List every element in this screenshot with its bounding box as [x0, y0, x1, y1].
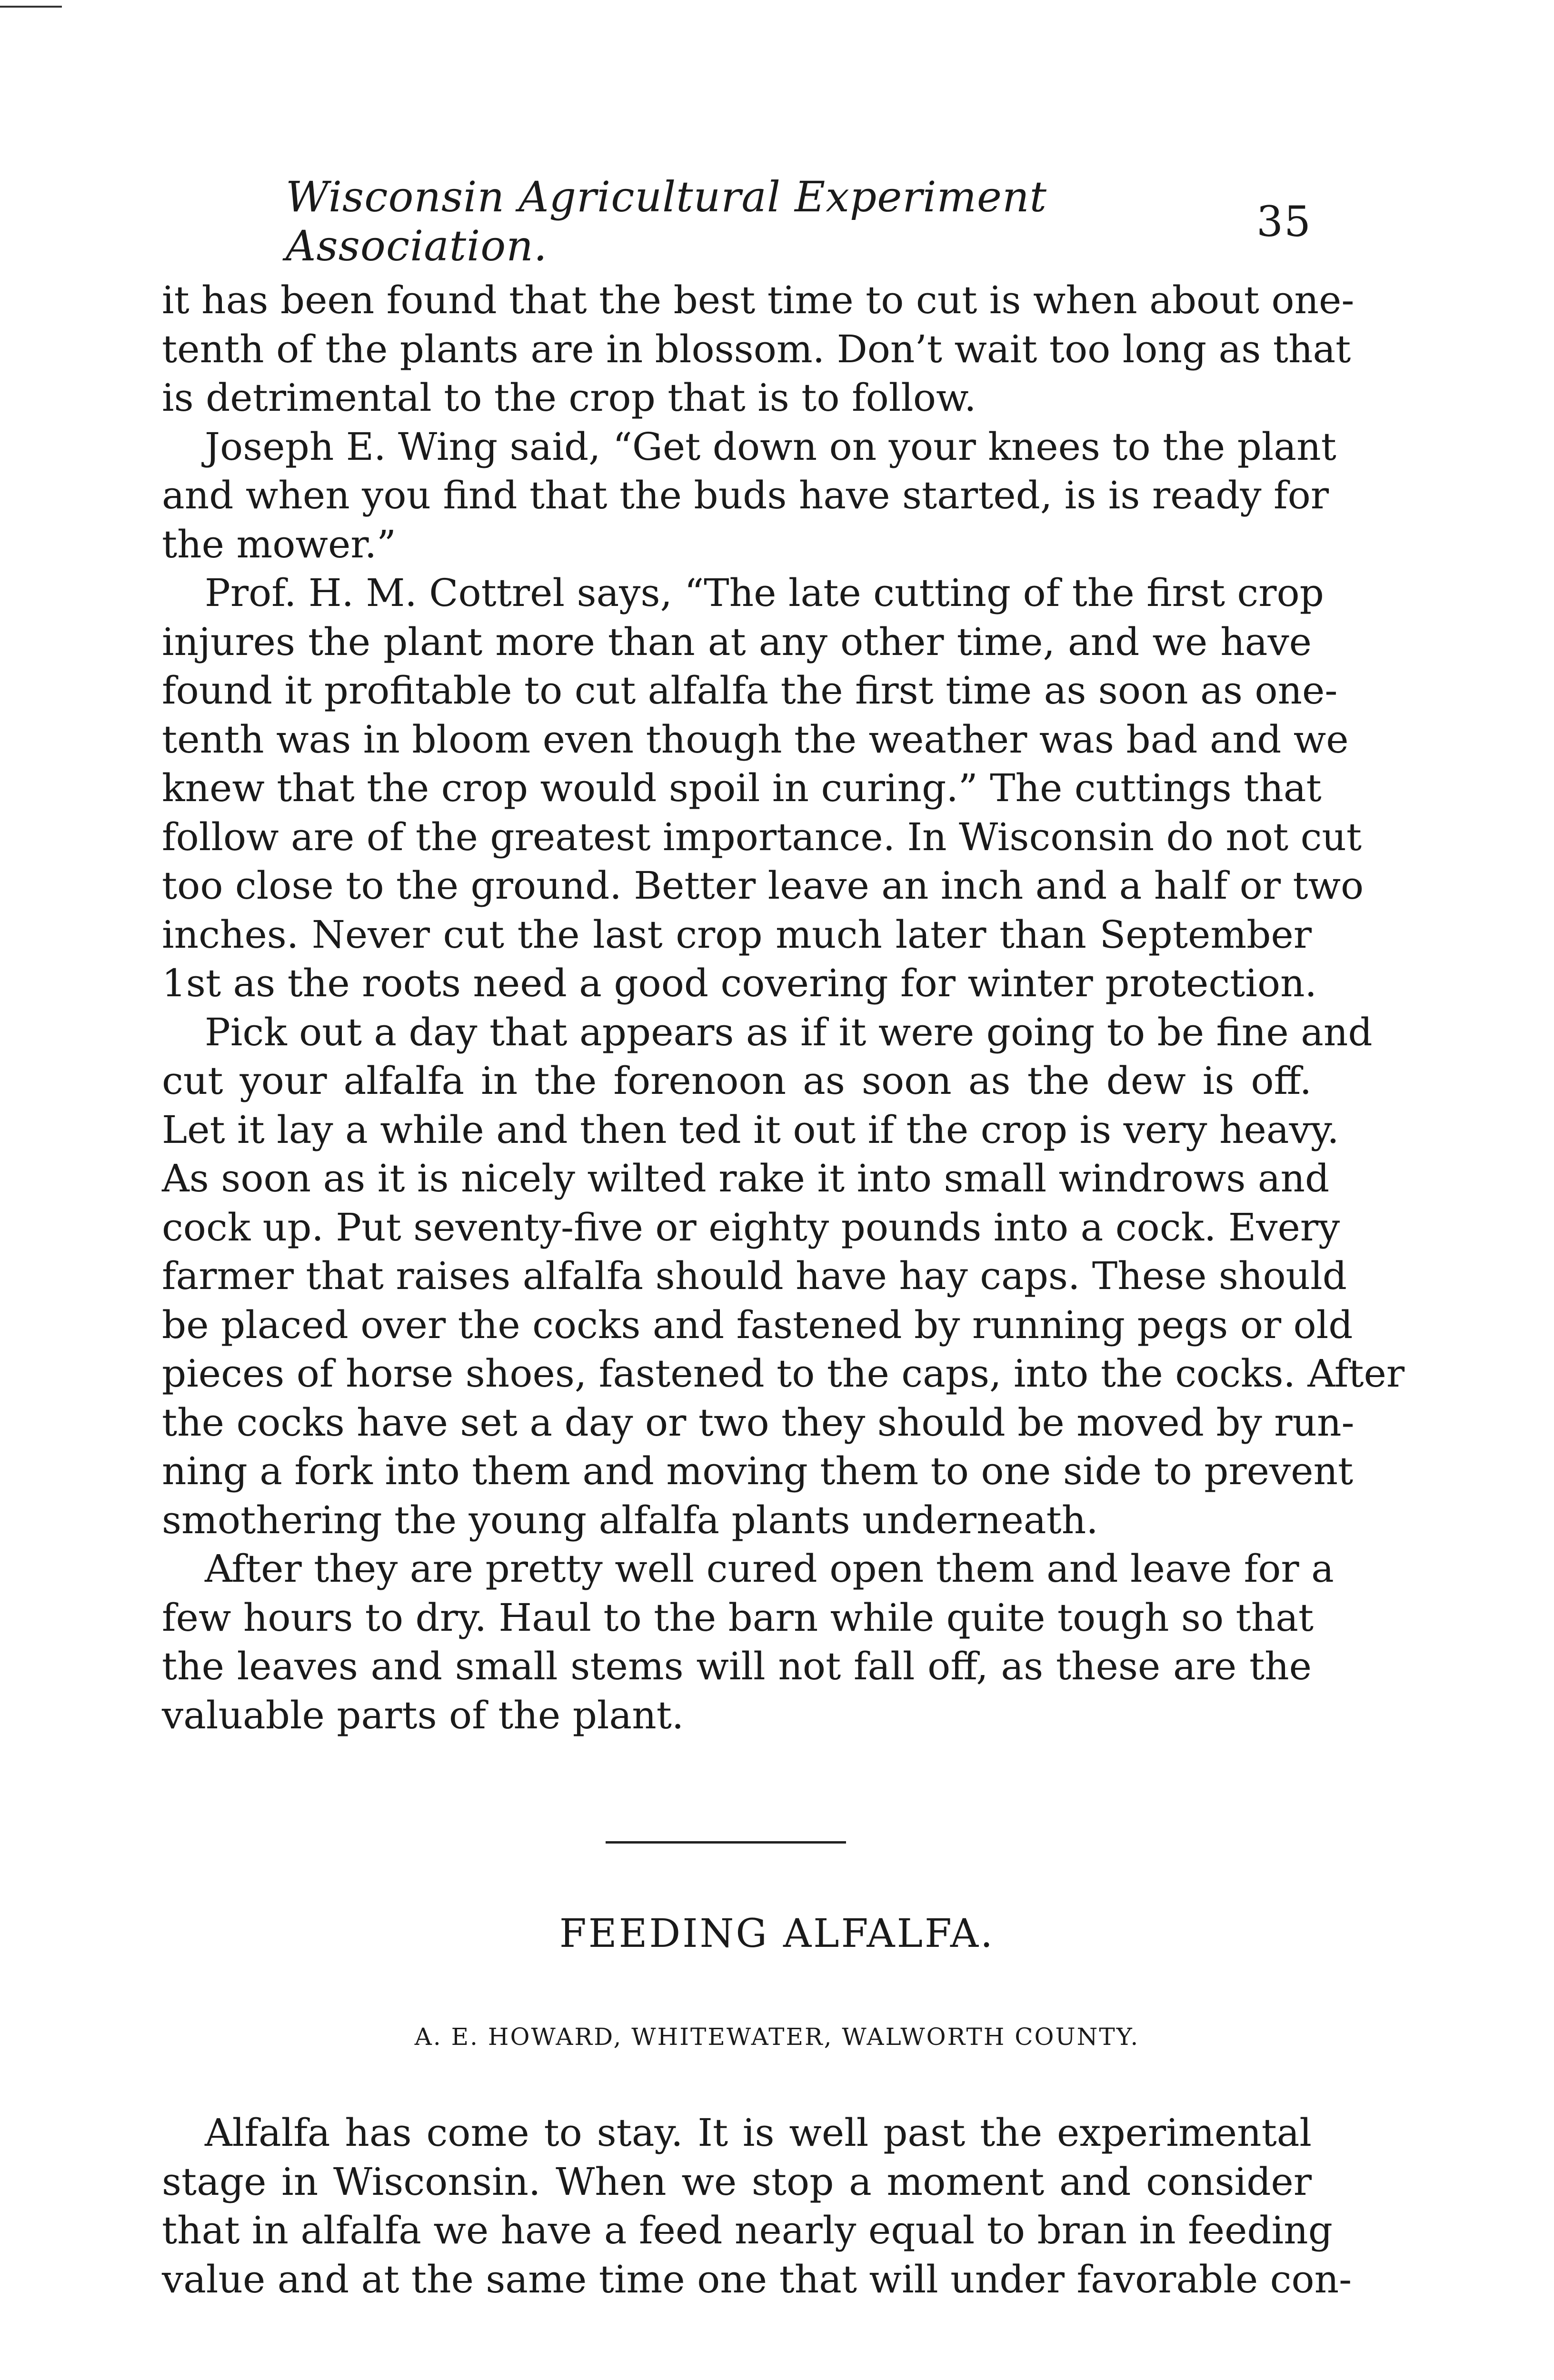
- text-line: few hours to dry. Haul to the barn while quite tough so that: [162, 1595, 1314, 1640]
- paragraph: [162, 423, 1336, 569]
- text-line: smothering the young alfalfa plants underneath.: [162, 1497, 1098, 1542]
- text-line: pieces of horse shoes, fastened to the caps, into the cocks. After: [162, 1351, 1405, 1396]
- text-line: it has been found that the best time to cut is when about one-: [162, 278, 1355, 322]
- author-byline: A. E. HOWARD, WHITEWATER, WALWORTH COUNTY.: [414, 2023, 1140, 2051]
- text-line: too close to the ground. Better leave an inch and a half or two: [162, 863, 1364, 908]
- text-line: tenth of the plants are in blossom. Don’t wait too long as that: [162, 327, 1351, 371]
- paragraph: [162, 569, 1364, 1008]
- text-line: After they are pretty well cured open them and leave for a: [205, 1547, 1334, 1591]
- text-line: stage in Wisconsin. When we stop a moment and consider: [162, 2159, 1312, 2204]
- text-line: follow are of the greatest importance. In Wisconsin do not cut: [162, 814, 1362, 859]
- text-line: knew that the crop would spoil in curing.” The cuttings that: [162, 766, 1322, 810]
- text-line: Alfalfa has come to stay. It is well past the experimental: [205, 2111, 1312, 2155]
- text-line: and when you find that the buds have started, is is ready for: [162, 473, 1329, 517]
- page-number: 35: [1256, 197, 1312, 246]
- section-divider: [606, 1841, 846, 1844]
- text-line: tenth was in bloom even though the weather was bad and we: [162, 717, 1349, 762]
- text-line: As soon as it is nicely wilted rake it into small windrows and: [162, 1156, 1330, 1200]
- section-title: FEEDING ALFALFA.: [559, 1911, 995, 1956]
- text-line: ning a fork into them and moving them to one side to prevent: [162, 1449, 1354, 1493]
- text-line: Joseph E. Wing said, “Get down on your knees to the plant: [205, 424, 1336, 469]
- paragraph: [162, 1545, 1334, 1740]
- text-line: 1st as the roots need a good covering for winter protection.: [162, 961, 1317, 1005]
- text-line: value and at the same time one that will under favorable con-: [162, 2257, 1352, 2301]
- text-line: the leaves and small stems will not fall off, as these are the: [162, 1644, 1312, 1688]
- text-line: cock up. Put seventy-five or eighty pounds into a cock. Every: [162, 1205, 1340, 1250]
- text-line: be placed over the cocks and fastened by running pegs or old: [162, 1302, 1353, 1347]
- paragraph: [162, 1008, 1405, 1545]
- text-line: injures the plant more than at any other time, and we have: [162, 619, 1312, 664]
- section-body: [162, 2109, 1352, 2304]
- text-line: that in alfalfa we have a feed nearly equal to bran in feeding: [162, 2208, 1333, 2252]
- corner-rule: [0, 6, 62, 8]
- text-line: farmer that raises alfalfa should have hay caps. These should: [162, 1254, 1347, 1298]
- text-line: is detrimental to the crop that is to follow.: [162, 376, 976, 420]
- article-body: [162, 276, 1405, 1740]
- text-line: Pick out a day that appears as if it were going to be fine and: [205, 1010, 1373, 1054]
- text-line: the cocks have set a day or two they should be moved by run-: [162, 1400, 1355, 1445]
- text-line: the mower.”: [162, 522, 397, 566]
- text-line: valuable parts of the plant.: [162, 1693, 684, 1737]
- paragraph: [162, 2109, 1352, 2304]
- text-line: found it profitable to cut alfalfa the first time as soon as one-: [162, 668, 1338, 713]
- running-title: Wisconsin Agricultural Experiment Association.: [286, 172, 1047, 270]
- text-line: inches. Never cut the last crop much later than September: [162, 912, 1312, 957]
- text-line: cut your alfalfa in the forenoon as soon as the dew is off.: [162, 1059, 1312, 1103]
- paragraph: [162, 276, 1355, 423]
- running-header: [286, 172, 1312, 270]
- text-line: Prof. H. M. Cottrel says, “The late cutting of the first crop: [205, 571, 1324, 615]
- text-line: Let it lay a while and then ted it out if the crop is very heavy.: [162, 1107, 1339, 1152]
